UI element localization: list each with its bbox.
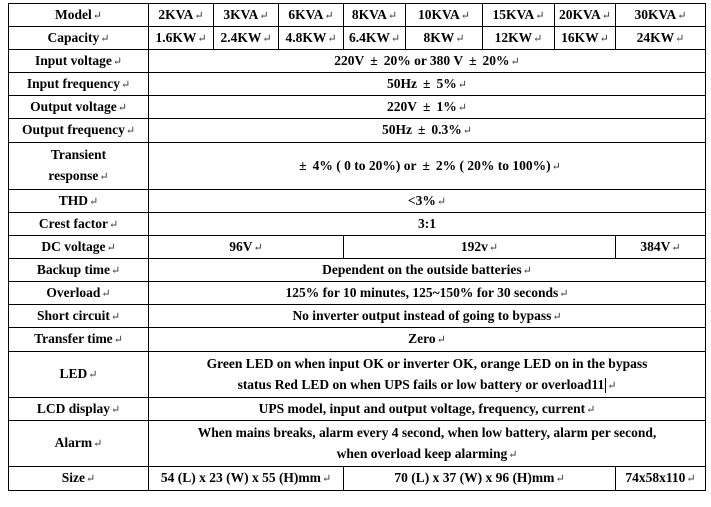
label-model: Model↵ [9, 4, 149, 27]
row-overload [9, 282, 706, 305]
capacity-cell: 6.4KW↵ [344, 27, 406, 50]
row-led [9, 352, 706, 398]
capacity-cell: 24KW↵ [616, 27, 706, 50]
row-alarm [9, 421, 706, 467]
capacity-cell: 12KW↵ [483, 27, 555, 50]
label-lcd-display: LCD display↵ [9, 398, 149, 421]
model-cell: 30KVA↵ [616, 4, 706, 27]
row-input-voltage [9, 50, 706, 73]
model-cell: 15KVA↵ [483, 4, 555, 27]
row-capacity [9, 27, 706, 50]
value-dc-voltage-2: 192v↵ [344, 236, 616, 259]
value-overload: 125% for 10 minutes, 125~150% for 30 seconds↵ [149, 282, 706, 305]
value-short-circuit: No inverter output instead of going to bypass↵ [149, 305, 706, 328]
value-transfer-time: Zero↵ [149, 328, 706, 352]
value-alarm: When mains breaks, alarm every 4 second, when low battery, alarm per second, when overload keep alarming↵ [149, 421, 706, 467]
row-dc-voltage [9, 236, 706, 259]
row-backup-time [9, 259, 706, 282]
label-transfer-time: Transfer time↵ [9, 328, 149, 352]
label-thd: THD↵ [9, 190, 149, 213]
value-thd: <3%↵ [149, 190, 706, 213]
value-size-3: 74x58x110↵ [616, 467, 706, 491]
model-cell: 3KVA↵ [214, 4, 279, 27]
label-alarm: Alarm↵ [9, 421, 149, 467]
value-input-voltage: 220V ± 20% or 380 V ± 20%↵ [149, 50, 706, 73]
model-cell: 6KVA↵ [279, 4, 344, 27]
value-input-frequency: 50Hz ± 5%↵ [149, 73, 706, 96]
row-transfer-time [9, 328, 706, 352]
capacity-cell: 16KW↵ [555, 27, 616, 50]
row-short-circuit [9, 305, 706, 328]
row-model [9, 4, 706, 27]
model-cell: 10KVA↵ [406, 4, 483, 27]
value-size-2: 70 (L) x 37 (W) x 96 (H)mm↵ [344, 467, 616, 491]
label-backup-time: Backup time↵ [9, 259, 149, 282]
row-crest-factor [9, 213, 706, 236]
label-output-frequency: Output frequency↵ [9, 119, 149, 143]
label-short-circuit: Short circuit↵ [9, 305, 149, 328]
label-capacity: Capacity↵ [9, 27, 149, 50]
model-cell: 20KVA↵ [555, 4, 616, 27]
label-led: LED↵ [9, 352, 149, 398]
value-dc-voltage-3: 384V↵ [616, 236, 706, 259]
row-size [9, 467, 706, 491]
capacity-cell: 2.4KW↵ [214, 27, 279, 50]
label-output-voltage: Output voltage↵ [9, 96, 149, 119]
ups-spec-table [8, 3, 706, 491]
row-input-frequency [9, 73, 706, 96]
value-size-1: 54 (L) x 23 (W) x 55 (H)mm↵ [149, 467, 344, 491]
label-input-frequency: Input frequency↵ [9, 73, 149, 96]
value-transient-response: ± 4% ( 0 to 20%) or ± 2% ( 20% to 100%)↵ [149, 143, 706, 190]
value-dc-voltage-1: 96V↵ [149, 236, 344, 259]
value-crest-factor: 3:1 [149, 213, 706, 236]
label-input-voltage: Input voltage↵ [9, 50, 149, 73]
capacity-cell: 1.6KW↵ [149, 27, 214, 50]
label-crest-factor: Crest factor↵ [9, 213, 149, 236]
value-output-voltage: 220V ± 1%↵ [149, 96, 706, 119]
row-output-frequency [9, 119, 706, 143]
label-transient-response: Transient response↵ [9, 143, 149, 190]
row-thd [9, 190, 706, 213]
value-lcd-display: UPS model, input and output voltage, frequency, current↵ [149, 398, 706, 421]
label-dc-voltage: DC voltage↵ [9, 236, 149, 259]
label-overload: Overload↵ [9, 282, 149, 305]
value-led: Green LED on when input OK or inverter OK, orange LED on in the bypass status Red LED on when UPS fails or low battery or overload11 ↵ [149, 352, 706, 398]
row-transient-response [9, 143, 706, 190]
value-output-frequency: 50Hz ± 0.3%↵ [149, 119, 706, 143]
row-lcd-display [9, 398, 706, 421]
capacity-cell: 4.8KW↵ [279, 27, 344, 50]
capacity-cell: 8KW↵ [406, 27, 483, 50]
model-cell: 2KVA↵ [149, 4, 214, 27]
row-output-voltage [9, 96, 706, 119]
model-cell: 8KVA↵ [344, 4, 406, 27]
label-size: Size↵ [9, 467, 149, 491]
value-backup-time: Dependent on the outside batteries↵ [149, 259, 706, 282]
